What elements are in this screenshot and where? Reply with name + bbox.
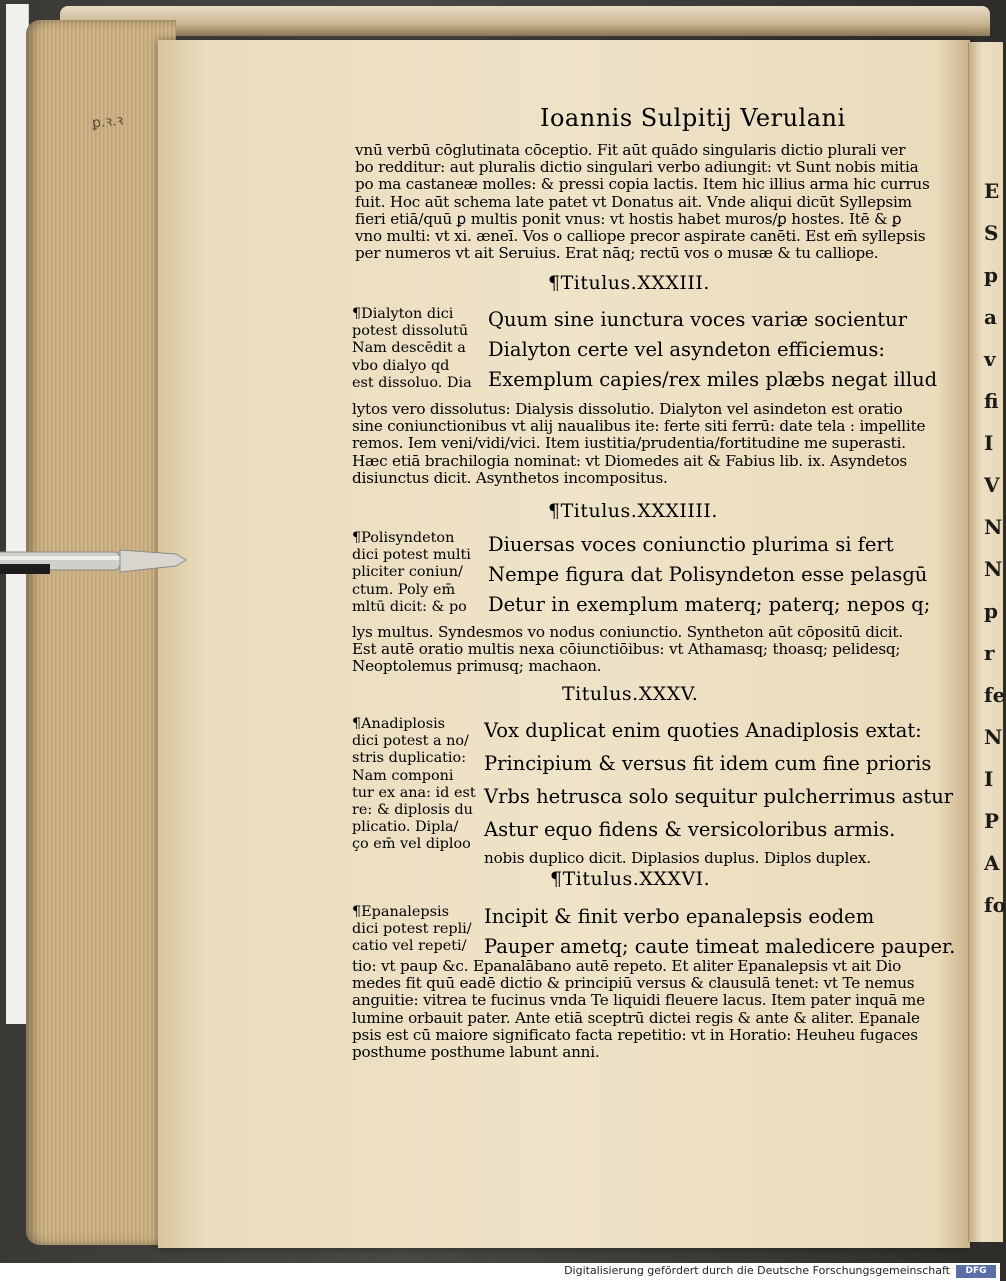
verse-block: Quum sine iunctura voces variæ socientur Dialyton certe vel asyndeton efficiemus: Exemplum capies/rex miles plæbs negat illud xyxy=(488,308,938,391)
section-text: lys multus. Syndesmos vo nodus coniunctio. Syntheton aūt cōpositū dicit. Est autē oratio multis nexa cōiunctiōibus: vt Athamasq; thoasq; pelidesq; Neoptolemus primusq; machaon. xyxy=(352,623,903,676)
page-edges xyxy=(26,20,176,1245)
section-title: ¶Titulus.XXXIII. xyxy=(548,272,710,294)
side-note: ¶Epanalepsis dici potest repli/ catio vel repeti/ xyxy=(352,904,472,955)
side-note: ¶Anadiplosis dici potest a no/ stris duplicatio: Nam componi tur ex ana: id est re: & diplosis du plicatio. Dipla/ ço em̄ vel diploo xyxy=(352,716,476,853)
side-note: ¶Polisyndeton dici potest multi pliciter coniun/ ctum. Poly em̄ mltū dicit: & po xyxy=(352,530,471,615)
text-line: po ma castaneæ molles: & pressi copia lactis. Item hic illius arma hic currus xyxy=(355,175,930,194)
section-text: nobis duplico dicit. Diplasios duplus. Diplos duplex. xyxy=(484,849,871,867)
right-page-letters: E S p a v fi I V N N p r fe N I P A fo xyxy=(984,179,1006,917)
pencil-pointer xyxy=(0,538,190,580)
running-head: Ioannis Sulpitij Verulani xyxy=(540,104,846,132)
book-top-edge xyxy=(60,6,990,36)
section-title: ¶Titulus.XXXVI. xyxy=(550,868,711,890)
section-title: ¶Titulus.XXXIIII. xyxy=(548,500,718,522)
section-title: Titulus.XXXV. xyxy=(562,683,699,705)
footer-bar xyxy=(0,1263,1000,1281)
text-line: per numeros vt ait Seruius. Erat nāq; rectū vos o musæ & tu calliope. xyxy=(355,244,879,263)
verse-block: Vox duplicat enim quoties Anadiplosis extat: Principium & versus fit idem cum fine prioris Vrbs hetrusca solo sequitur pulcherrimus astur Astur equo fidens & versicoloribus armis. xyxy=(484,719,954,841)
funding-credit: Digitalisierung gefördert durch die Deutsche Forschungsgemeinschaft xyxy=(564,1264,950,1277)
text-line: bo redditur: aut pluralis dictio singulari verbo adiungit: vt Sunt nobis mitia xyxy=(355,158,919,177)
text-line: vno multi: vt xi. æneī. Vos o calliope precor aspirate canēti. Est em̄ syllepsis xyxy=(355,226,926,245)
margin-annotation: ꝑ.ꝛ.ꝛ xyxy=(91,112,124,132)
section-text: lytos vero dissolutus: Dialysis dissolutio. Dialyton vel asindeton est oratio sine coniunctionibus vt alij naualibus ite: ferte siti ferrū: date tela : impellite remos. Iem veni/vidi/vici. Item iustitia/prudentia/fortitudine me superasti. Hæc etiā brachilogia nominat: vt Diomedes ait & Fabius lib. ix. Asyndetos disiunctus dicit. Asynthetos incompositus. xyxy=(352,400,926,487)
section-text: tio: vt paup &c. Epanalābano autē repeto. Et aliter Epanalepsis vt ait Dio medes fit quū eadē dictio & principiū versus & clausulā tenet: vt Te nemus anguitie: vitrea te fucinus vnda Te liquidi fleuere lacus. Item pater inquā me lumine orbauit pater. Ante etiā sceptrū dictei regis & ante & aliter. Epanale psis est cū maiore significato facta repetitio: vt in Horatio: Heuheu fugaces posthume posthume labunt anni. xyxy=(352,957,925,1061)
verse-block: Diuersas voces coniunctio plurima si fert Nempe figura dat Polisyndeton esse pelasgū Detur in exemplum materq; paterq; nepos q; xyxy=(488,533,931,616)
text-line: fuit. Hoc aūt schema late patet vt Donatus ait. Vnde aliqui dicūt Syllepsim xyxy=(355,192,912,211)
verse-block: Incipit & finit verbo epanalepsis eodem Pauper ametq; caute timeat maledicere pauper. xyxy=(484,905,956,958)
intro-paragraph xyxy=(355,142,930,262)
dfg-logo: DFG xyxy=(956,1265,996,1278)
side-note: ¶Dialyton dici potest dissolutū Nam descēdit a vbo dialyo qd est dissoluo. Dia xyxy=(352,306,472,391)
text-line: vnū verbū cōglutinata cōceptio. Fit aūt quādo singularis dictio plurali ver xyxy=(355,141,906,159)
text-line: fieri etiā/quū ꝑ multis ponit vnus: vt hostis habet muros/ꝑ hostes. Itē & ꝑ xyxy=(355,209,902,228)
